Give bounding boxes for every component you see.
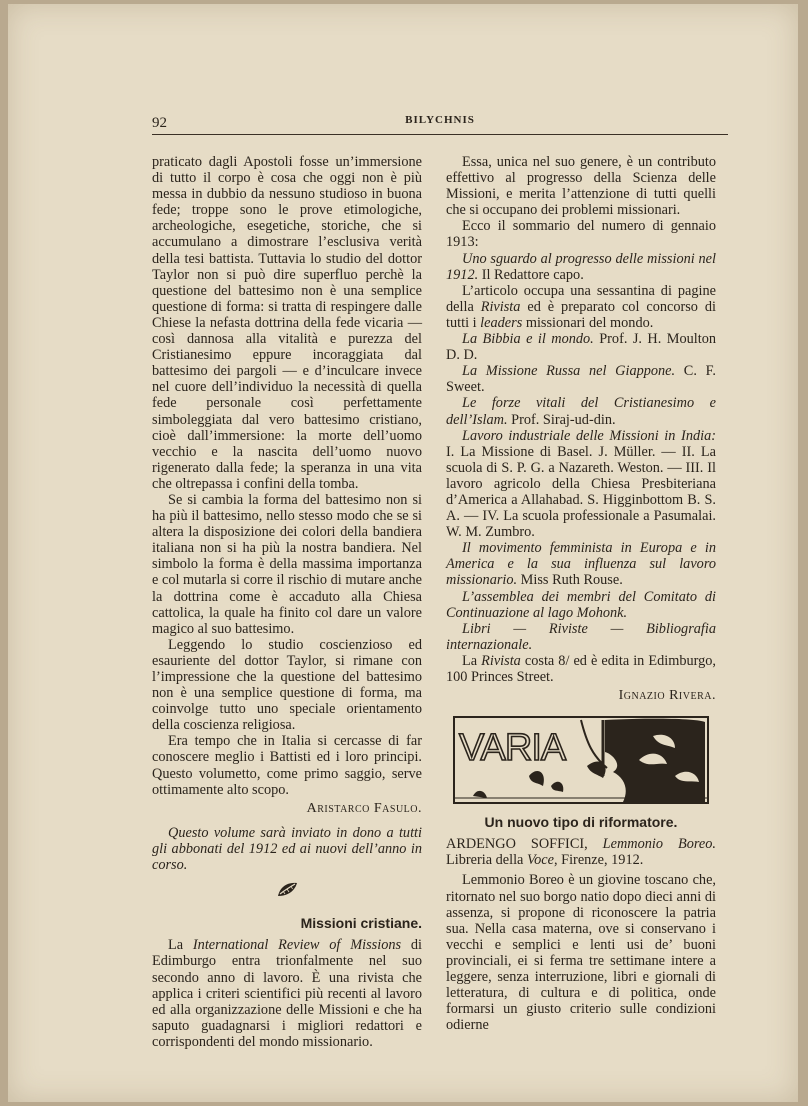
- text-run: ed è preparato col concorso di tutti i: [446, 298, 716, 331]
- paragraph: Lemmonio Boreo è un giovine toscano che, ritornato nel suo borgo natio dopo dieci anni di assenza, si propone di riconoscere la patria sua. Nella casa materna, ove si conservano i vecchi e semplici e lenti usi de’ buoni provinciali, ei si ferma tre settimane intere a leggere, senza interruzione, libri e giornali di letteratura, di cultura e di politica, onde formarsi un giusto criterio sulle condizioni odierne: [446, 872, 716, 1034]
- page-number: 92: [152, 115, 167, 131]
- book-title: Lemmonio Boreo.: [602, 836, 716, 853]
- article-author: Prof. Siraj-ud-din.: [507, 411, 616, 428]
- text-run: L’articolo occupa una sessantina di pagine della: [446, 282, 716, 315]
- summary-item: [446, 589, 716, 621]
- text-run: Rivista: [481, 652, 521, 669]
- paragraph: Se si cambia la forma del battesimo non si ha più il battesimo, nello stesso modo che se si altera la disposizione dei colori della bandiera italiana non si ha più la nostra bandiera. Nel simbolo la forma è della massima importanza e col mutarla si corre il rischio di mutare anche la dottrina come è accaduto alla Chiesa cattolica, la quale ha finito col dare un valore magico al suo battesimo.: [152, 491, 422, 637]
- article-title: Il movimento femminista in Europa e in America e la sua influenza sul lavoro missionario.: [446, 540, 716, 589]
- article-title: Libri — Riviste — Bibliografia internazionale.: [446, 620, 716, 653]
- text-run: costa 8/ ed è edita in Edimburgo, 100 Princes Street.: [446, 652, 717, 685]
- summary-item: [446, 540, 716, 588]
- summary-item: [446, 363, 716, 395]
- book-author: ARDENGO SOFFICI,: [446, 836, 603, 853]
- text-run: La: [168, 937, 193, 954]
- article-author: I. La Missione di Basel. J. Müller. — II. La scuola di S. P. G. a Nazareth. Weston. — III. Il lavoro agricolo della Chiesa Presbiteriana d’America a Allahabad. S. Higginbottom B. S. A. — IV. La scuola professionale a Pasumalai. W. M. Zumbro.: [446, 443, 716, 541]
- article-title: La Missione Russa nel Giappone.: [462, 363, 676, 380]
- header-rule: [152, 134, 728, 135]
- summary-item: [446, 395, 716, 427]
- paragraph: Essa, unica nel suo genere, è un contributo effettivo al progresso della Scienza delle Missioni, e merita l’attenzione di tutti quelli che si occupano dei problemi missionari.: [446, 154, 716, 219]
- paragraph: Leggendo lo studio coscienzioso ed esauriente del dottor Taylor, si rimane con l’impressione che la questione del battesimo non è una semplice questione di forma, ma coinvolge tutto uno speciale orientamento della coscienza religiosa.: [152, 636, 422, 734]
- review-title: International Review of Missions: [192, 937, 402, 954]
- article-author: Prof. J. H. Moulton D. D.: [446, 331, 716, 364]
- book-citation: [446, 836, 716, 868]
- text-run: missionari del mondo.: [522, 314, 654, 331]
- text-run: La: [462, 652, 482, 669]
- paragraph: [152, 937, 422, 1050]
- summary-item: [446, 251, 716, 283]
- varia-banner: [453, 716, 709, 804]
- leaf-ornament-icon: [152, 881, 422, 903]
- right-column: [446, 154, 716, 1033]
- paragraph: Ecco il sommario del numero di gennaio 1913:: [446, 218, 716, 251]
- article-author: Il Redattore capo.: [478, 266, 584, 283]
- paragraph: praticato dagli Apostoli fosse un’immersione di tutto il corpo è cosa che oggi non è più messa in dubbio da nessuno studioso in buona fede; troppe sono le prove etimologiche, archeologiche, esegetiche, storiche, che si accumulano a dimostrare l’esclusiva verità della tesi battista. Tuttavia lo studio del dottor Taylor non si può dire superfluo perchè la questione del battesimo non è una semplice questione di forma: si tratta di respingere dalle Chiese la nefasta dottrina della fede vicaria — così dannosa alla vitalità e purezza del Cristianesimo eppure incoraggiata dal battesimo dei pargoli — e d’inculcare invece nel cuore dell’individuo la necessità di quella fede personale così perfettamente simboleggiata dal vero battesimo cristiano, cioè dall’immersione: la morte dell’uomo vecchio e la nascita dell’uomo nuovo rigenerato dalla fede; la speranza in una vita che oltrepassa i confini della tomba.: [152, 154, 422, 492]
- paragraph: Era tempo che in Italia si cercasse di far conoscere meglio i Battisti ed i loro principi. Questo volumetto, come primo saggio, serve ottimamente alto scopo.: [152, 733, 422, 798]
- article-title: L’assemblea dei membri del Comitato di Continuazione al lago Mohonk.: [446, 588, 716, 621]
- article-title: Lavoro industriale delle Missioni in India:: [462, 427, 716, 444]
- section-heading: Un nuovo tipo di riformatore.: [484, 814, 678, 831]
- text-run: Rivista: [480, 298, 521, 315]
- varia-label: VARIA: [459, 727, 566, 770]
- article-title: Uno sguardo al progresso delle missioni nel 1912.: [446, 250, 716, 283]
- text-run: di Edimburgo entra trionfalmente nel suo secondo anno di lavoro. È una rivista che applica i criteri scientifici più recenti al lavoro ed alla organizzazione delle Missioni e che ha saputo guadagnarsi i migliori redattori e corrispondenti del mondo missionario.: [152, 937, 423, 1050]
- publisher-name: Voce: [526, 852, 554, 869]
- page-header: [152, 112, 728, 138]
- donation-note: Questo volume sarà inviato in dono a tutti gli abbonati del 1912 ed ai nuovi dell’anno in corso.: [152, 824, 422, 874]
- article-author: Miss Ruth Rouse.: [517, 572, 623, 589]
- summary-item: [446, 621, 716, 653]
- text-run: , Firenze, 1912.: [553, 852, 644, 869]
- paragraph: [446, 653, 716, 685]
- left-column: [152, 154, 422, 1050]
- text-run: Libreria della: [446, 852, 527, 869]
- author-signature: Aristarco Fasulo.: [306, 800, 422, 816]
- text-run: leaders: [480, 314, 523, 331]
- article-author: C. F. Sweet.: [446, 363, 716, 396]
- section-heading: Missioni cristiane.: [300, 915, 422, 932]
- paragraph: [446, 283, 716, 331]
- article-title: La Bibbia e il mondo.: [462, 331, 594, 348]
- summary-item: [446, 428, 716, 541]
- running-title: BILYCHNIS: [405, 114, 475, 126]
- summary-item: [446, 331, 716, 363]
- article-title: Le forze vitali del Cristianesimo e dell’Islam.: [446, 395, 716, 428]
- author-signature: Ignazio Rivera.: [618, 688, 716, 704]
